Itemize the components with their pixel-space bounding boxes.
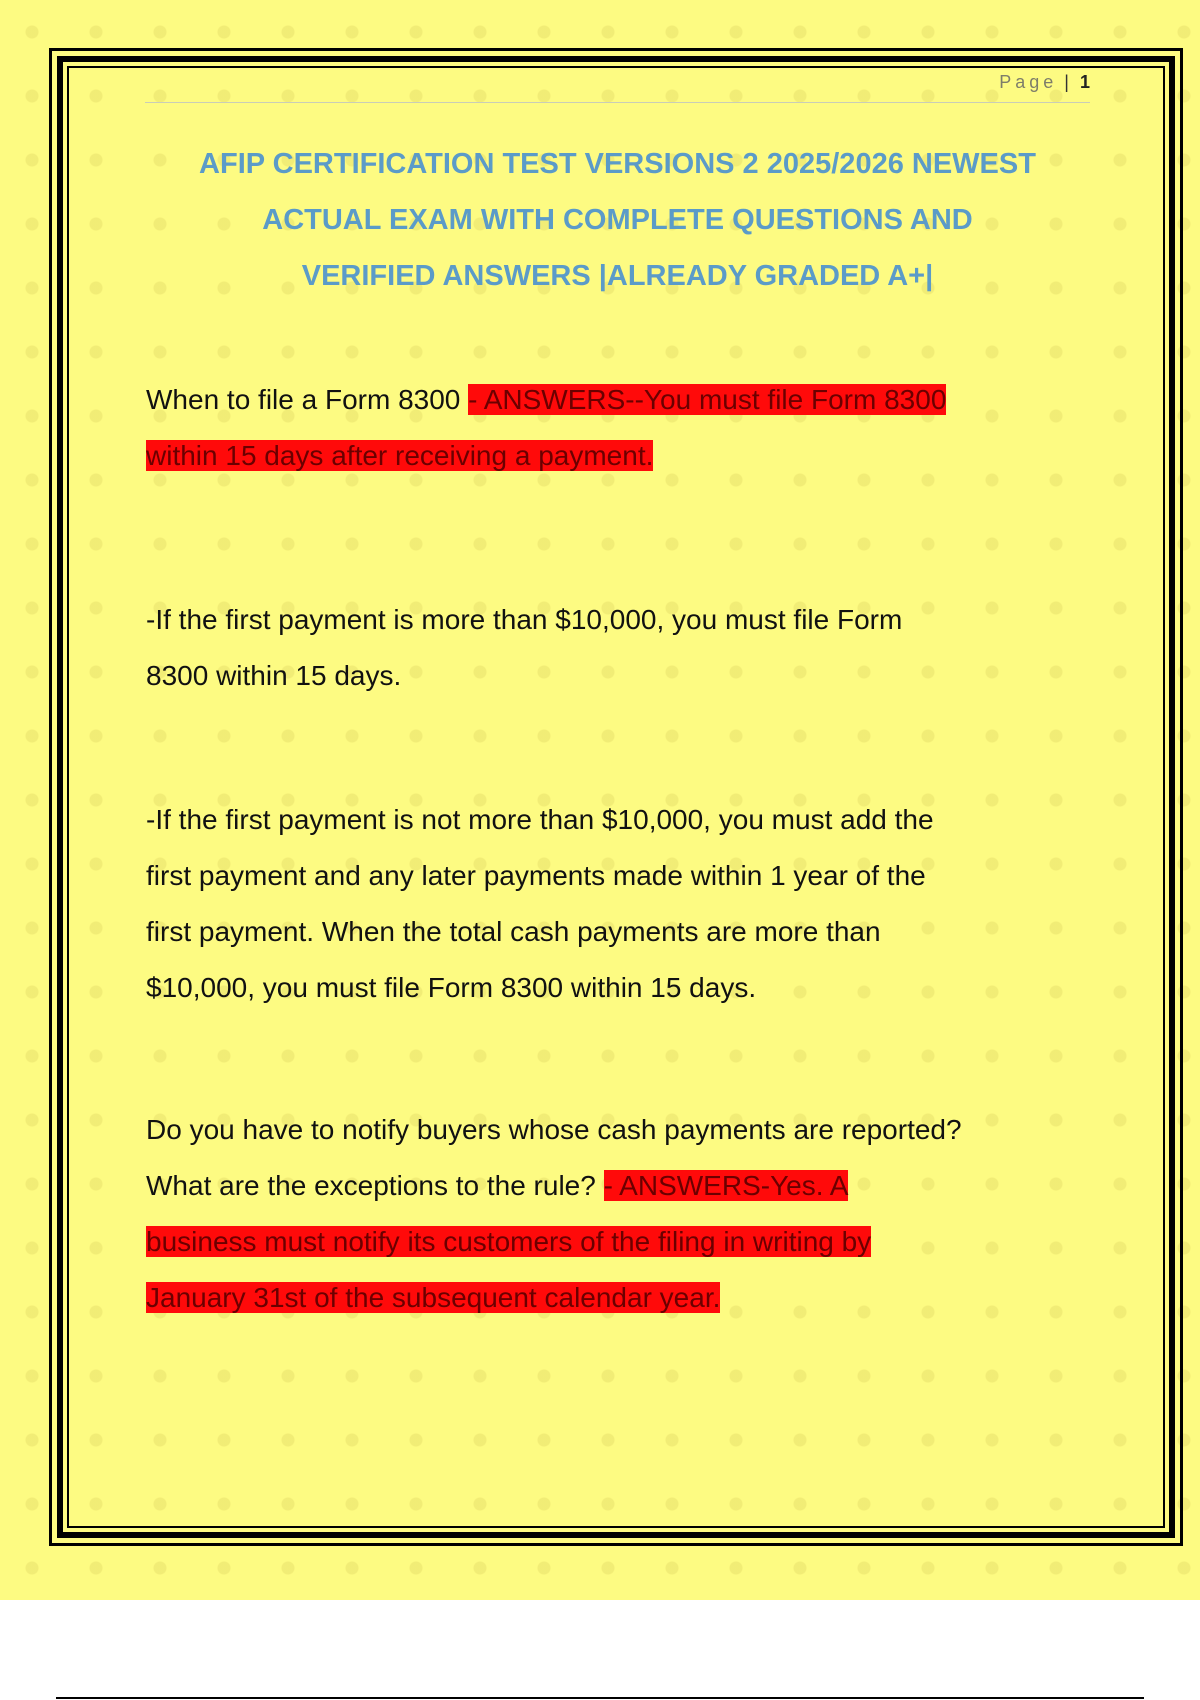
answer-highlight: - ANSWERS-Yes. A xyxy=(603,1170,849,1201)
paragraph-line: $10,000, you must file Form 8300 within 15 days. xyxy=(146,972,757,1003)
paragraph-2 xyxy=(146,792,1096,1016)
page-separator: | xyxy=(1064,72,1069,92)
page-label: Page xyxy=(999,72,1058,92)
page-header xyxy=(145,72,1090,103)
qa1-line-2 xyxy=(146,428,1096,484)
qa2-line-3 xyxy=(146,1214,1096,1270)
answer-highlight: business must notify its customers of the filing in writing by xyxy=(146,1226,872,1257)
answer-highlight: within 15 days after receiving a payment. xyxy=(146,440,654,471)
title-line-3: VERIFIED ANSWERS |ALREADY GRADED A+| xyxy=(301,260,934,292)
question-text: What are the exceptions to the rule? xyxy=(146,1170,604,1201)
paragraph-1 xyxy=(146,592,1096,704)
qa2-line-2 xyxy=(146,1158,1096,1214)
qa1-line-1 xyxy=(146,372,1096,428)
paragraph-line: -If the first payment is not more than $10,000, you must add the xyxy=(146,804,934,835)
qa-item-2 xyxy=(146,1102,1096,1326)
next-page-rule xyxy=(56,1697,1144,1699)
page-number: 1 xyxy=(1079,72,1090,92)
qa2-line-4 xyxy=(146,1270,1096,1326)
paragraph-line: -If the first payment is more than $10,000, you must file Form xyxy=(146,604,903,635)
answer-highlight: - ANSWERS--You must file Form 8300 xyxy=(468,384,947,415)
answer-highlight: January 31st of the subsequent calendar year. xyxy=(146,1282,721,1313)
title-line-2: ACTUAL EXAM WITH COMPLETE QUESTIONS AND xyxy=(262,204,973,236)
paragraph-line: first payment. When the total cash payments are more than xyxy=(146,916,881,947)
question-text: When to file a Form 8300 xyxy=(146,384,469,415)
document-title xyxy=(145,136,1090,304)
title-line-1: AFIP CERTIFICATION TEST VERSIONS 2 2025/2026 NEWEST xyxy=(199,148,1036,180)
paragraph-line: 8300 within 15 days. xyxy=(146,660,402,691)
question-text: Do you have to notify buyers whose cash payments are reported? xyxy=(146,1114,962,1145)
paragraph-line: first payment and any later payments made within 1 year of the xyxy=(146,860,926,891)
qa-item-1 xyxy=(146,372,1096,484)
